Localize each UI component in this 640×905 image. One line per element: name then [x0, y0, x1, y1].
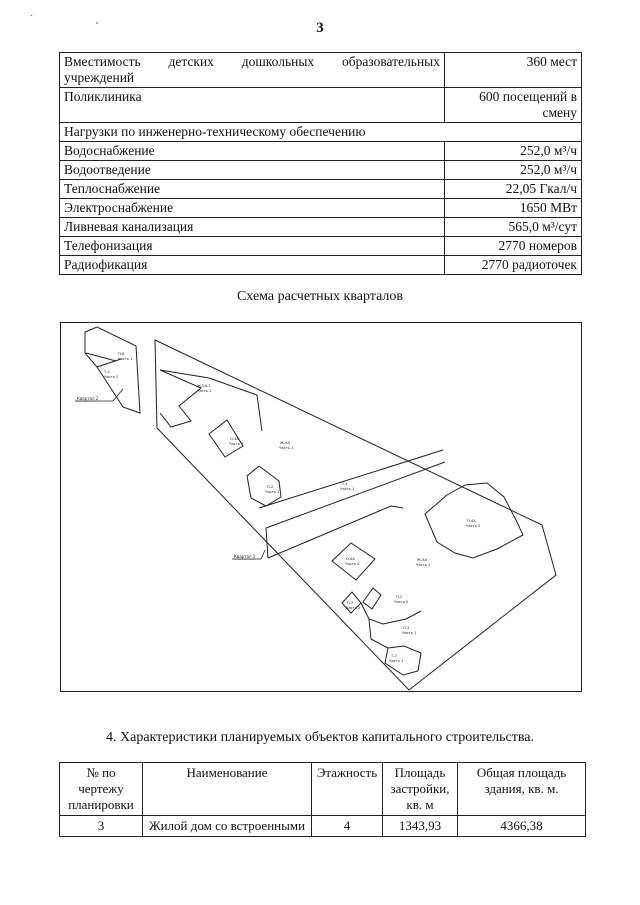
table-row — [60, 142, 582, 161]
label-b4-part: Часть 1 — [389, 659, 404, 663]
label-r1: П-4А — [467, 519, 476, 523]
table-row — [60, 816, 586, 837]
label-b2-part: Часть 2 — [394, 600, 409, 604]
quarters-map — [61, 323, 583, 693]
row-label: Вместимость детских дошкольных образовательных учреждений — [60, 53, 445, 88]
label-b4: Т-2 — [391, 654, 397, 658]
label-top2-part: Часть 2 — [104, 375, 119, 379]
cell: 3 — [60, 816, 143, 837]
table-row — [60, 53, 582, 88]
label-top2: Т-2 — [104, 370, 110, 374]
label-zh4a-parcel-part: Часть 2 — [229, 442, 244, 446]
label-m2: О-4А — [346, 557, 355, 561]
label-b3: П-3 — [403, 626, 410, 630]
table-row — [60, 180, 582, 199]
row-value: 565,0 м³/сут — [445, 218, 582, 237]
label-b2: П-2 — [396, 595, 403, 599]
row-label: Радиофикация — [60, 256, 445, 275]
scan-specks: ˙ ˛ — [30, 14, 130, 25]
row-value: 360 мест — [445, 53, 582, 88]
table-row — [60, 199, 582, 218]
label-zh4a-parcel: О-4А — [230, 437, 239, 441]
label-z5a2: Ж-5А-1 — [197, 384, 211, 388]
quarter-1-outline — [155, 340, 556, 690]
row-value: 2770 радиоточек — [445, 256, 582, 275]
label-m1: П-2 — [267, 485, 274, 489]
label-t1-part: Часть 1 — [340, 487, 355, 491]
row-value: 1650 МВт — [445, 199, 582, 218]
label-r1-part: Часть 2 — [466, 524, 481, 528]
row-label: Поликлиника — [60, 88, 445, 123]
label-z5a2-part: Часть 1 — [197, 389, 212, 393]
label-z4a-part: Часть 1 — [279, 446, 294, 450]
row-label: Электроснабжение — [60, 199, 445, 218]
header-cell: Площадь застройки, кв. м — [383, 763, 458, 816]
table-row — [60, 256, 582, 275]
table-row — [60, 237, 582, 256]
label-b1: П-2 — [347, 601, 354, 605]
row-label: Телефонизация — [60, 237, 445, 256]
objects-table — [59, 762, 586, 837]
loads-table — [59, 52, 582, 275]
header-cell: № по чертежу планировки — [60, 763, 143, 816]
row-label: Водоснабжение — [60, 142, 445, 161]
label-z5a: Ж-5А — [417, 558, 427, 562]
label-m1-part: Часть 2 — [265, 490, 280, 494]
row-label: Водоотведение — [60, 161, 445, 180]
row-label: Ливневая канализация — [60, 218, 445, 237]
header-cell: Наименование — [143, 763, 312, 816]
cell: Жилой дом со встроенными — [143, 816, 312, 837]
cell: 1343,93 — [383, 816, 458, 837]
section-header: Нагрузки по инженерно-техническому обеспечению — [60, 123, 582, 142]
row-value: 2770 номеров — [445, 237, 582, 256]
table-row — [60, 88, 582, 123]
label-quarter-1: Квартал 1 — [234, 554, 256, 559]
table-section-row — [60, 123, 582, 142]
label-quarter-2: Квартал 2 — [77, 396, 99, 401]
row-label: Теплоснабжение — [60, 180, 445, 199]
scheme-title: Схема расчетных кварталов — [236, 289, 404, 304]
page-number: 3 — [316, 20, 324, 36]
row-value: 22,05 Гкал/ч — [445, 180, 582, 199]
row-value: 252,0 м³/ч — [445, 161, 582, 180]
cell: 4 — [312, 816, 383, 837]
row-value: 252,0 м³/ч — [445, 142, 582, 161]
label-m2-part: Часть 2 — [345, 562, 360, 566]
label-b1-part: Часть 2 — [346, 606, 361, 610]
label-top1: П-6 — [118, 352, 125, 356]
table-row — [60, 218, 582, 237]
header-cell: Этажность — [312, 763, 383, 816]
cell: 4366,38 — [458, 816, 586, 837]
label-top1-part: Часть 1 — [118, 357, 133, 361]
parcel-b2 — [363, 588, 381, 609]
label-z5a-part: Часть 1 — [416, 563, 431, 567]
label-b3-part: Часть 1 — [402, 631, 417, 635]
table-header-row — [60, 763, 586, 816]
parcel-t1-small — [247, 466, 281, 506]
table-row — [60, 161, 582, 180]
label-t1: Т-1 — [342, 482, 348, 486]
row-value: 600 посещений в смену — [445, 88, 582, 123]
scheme-diagram — [60, 322, 582, 692]
label-z4a: Ж-4А — [280, 441, 290, 445]
header-cell: Общая площадь здания, кв. м. — [458, 763, 586, 816]
section-4-title: 4. Характеристики планируемых объектов капитального строительства. — [106, 730, 534, 745]
